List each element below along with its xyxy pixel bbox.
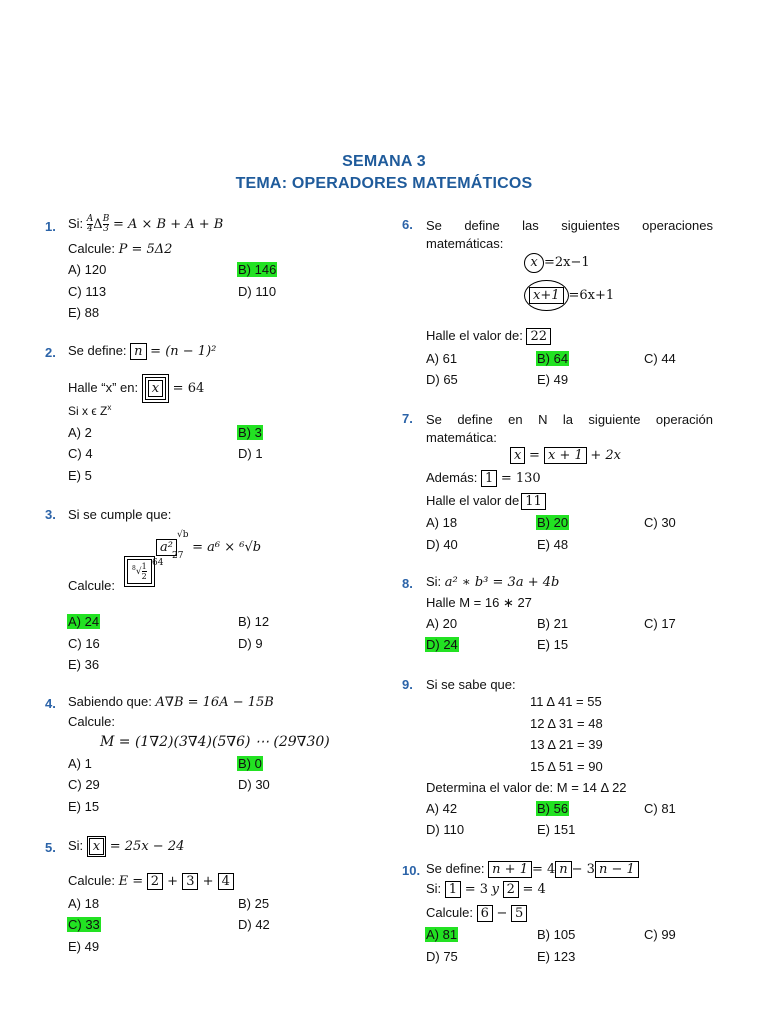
q7-given-rhs: = 130: [500, 471, 541, 486]
q9-text: Si se sabe que:: [426, 677, 516, 692]
q4-option-c[interactable]: C) 29: [68, 777, 100, 792]
q3-box-exponent: √b: [176, 530, 189, 540]
q6-circle-x: x: [524, 253, 544, 273]
q8-definition: [426, 574, 559, 590]
q5-box-3: 3: [182, 873, 198, 890]
q5-def-rhs: = 25x − 24: [109, 838, 185, 854]
q7-definition: x = x + 1 + 2x: [510, 447, 621, 464]
q10-calc: [426, 905, 527, 922]
q7-ademas-label: Además:: [426, 470, 478, 485]
q10-calc-box-5: 5: [511, 905, 527, 922]
q2-halle-box: x: [148, 380, 163, 397]
q5-calc-label: Calcule:: [68, 873, 115, 888]
q10-given: [426, 881, 546, 898]
q4-option-b[interactable]: B) 0: [238, 756, 262, 771]
q10-box-n: n: [555, 861, 571, 878]
q7-given-box: 1: [481, 470, 497, 487]
q8-option-a[interactable]: A) 20: [426, 616, 458, 631]
q3-def-rhs: = a⁶ × ⁶√b: [192, 540, 262, 555]
q10-si-label: Si:: [426, 881, 442, 896]
q10-given-rhs-2: = 4: [522, 882, 546, 897]
q7-option-e[interactable]: E) 48: [537, 537, 569, 552]
q9-option-b[interactable]: B) 56: [537, 801, 569, 816]
q3-text: Si se cumple que:: [68, 507, 172, 522]
q9-line-3: 13 Δ 21 = 39: [530, 737, 603, 752]
q3-number: 3.: [45, 507, 56, 522]
q7-lhs-box: x: [510, 447, 525, 464]
q2-halle-rhs: = 64: [172, 380, 205, 396]
q9-option-c[interactable]: C) 81: [644, 801, 676, 816]
q2-halle-label: Halle “x” en:: [68, 379, 139, 395]
q6-option-d[interactable]: D) 65: [426, 372, 458, 387]
q1-option-a[interactable]: A) 120: [68, 262, 107, 277]
q5-option-d[interactable]: D) 42: [238, 917, 270, 932]
q2-halle: [68, 374, 204, 403]
q5-box: x: [89, 838, 104, 855]
q3-calc-label: Calcule:: [68, 578, 115, 593]
q1-calc: [68, 241, 172, 257]
q9-determine: Determina el valor de: M = 14 Δ 22: [426, 780, 627, 795]
q3-box: a²: [156, 539, 177, 556]
q1-option-d[interactable]: D) 110: [238, 284, 277, 299]
q6-formula-1: [524, 253, 590, 273]
q4-expression: M = (1∇2)(3∇4)(5∇6) ⋯ (29∇30): [100, 734, 330, 750]
q5-double-box: [87, 836, 106, 857]
q10-y: y: [491, 882, 499, 897]
q6-formula-2: [524, 280, 614, 311]
q2-option-d[interactable]: D) 1: [238, 446, 263, 461]
q10-define-label: Se define:: [426, 861, 485, 876]
q10-option-c[interactable]: C) 99: [644, 927, 676, 942]
q1-calc-expr: P = 5Δ2: [118, 242, 173, 257]
week-title: SEMANA 3: [342, 153, 426, 170]
q2-condition: Si x ϵ $Z^x$: [68, 403, 112, 418]
q2-define-label: Se define:: [68, 343, 127, 358]
q10-calc-minus: −: [496, 906, 508, 921]
q7-option-a[interactable]: A) 18: [426, 515, 458, 530]
q10-box-n-minus-1: n − 1: [595, 861, 639, 878]
q2-triple-box: [142, 374, 169, 403]
q3-option-c[interactable]: C) 16: [68, 636, 100, 651]
q7-option-d[interactable]: D) 40: [426, 537, 458, 552]
q8-number: 8.: [402, 576, 413, 591]
q9-line-1: 11 Δ 41 = 55: [530, 694, 602, 709]
q3-exponent-27: 27: [172, 551, 184, 561]
q7-rhs-box: x + 1: [544, 447, 587, 464]
q9-option-e[interactable]: E) 151: [537, 822, 576, 837]
q4-option-e[interactable]: E) 15: [68, 799, 100, 814]
q2-def-rhs: = (n − 1)²: [150, 344, 217, 359]
q7-halle: [426, 493, 546, 510]
q3-calc-expression: [124, 556, 155, 587]
q3-option-d[interactable]: D) 9: [238, 636, 263, 651]
q8-si-label: Si:: [426, 574, 442, 589]
q3-option-b[interactable]: B) 12: [238, 614, 270, 629]
q1-number: 1.: [45, 219, 56, 234]
q10-option-a[interactable]: A) 81: [426, 927, 458, 942]
q1-frac-a: $\frac{A}{4}$: [86, 214, 94, 234]
q1-definition: Si: $\frac{A}{4}$ Δ $\frac{B}{3}$ = A × B + A + B: [68, 214, 224, 234]
q6-f1-rhs: =2x−1: [544, 255, 590, 270]
q7-option-b[interactable]: B) 20: [537, 515, 569, 530]
q4-number: 4.: [45, 696, 56, 711]
q7-text: Se define en N la siguiente operación matemática:: [426, 412, 713, 445]
q2-condition-text: Si x ϵ Z: [68, 404, 108, 418]
q7-number: 7.: [402, 411, 413, 426]
q2-definition: [68, 343, 216, 360]
q9-line-4: 15 Δ 51 = 90: [530, 759, 603, 774]
q3-outer-box: [124, 556, 155, 587]
q4-definition: [68, 694, 274, 710]
q1-calc-label: Calcule:: [68, 241, 115, 256]
q10-given-box-2: 2: [503, 881, 519, 898]
q10-option-b[interactable]: B) 105: [537, 927, 576, 942]
q6-circle-box: [524, 280, 569, 311]
q4-option-d[interactable]: D) 30: [238, 777, 270, 792]
q4-calc-label: Calcule:: [68, 714, 115, 729]
q8-def-expr: a² ∗ b³ = 3a + 4b: [444, 575, 560, 590]
q10-lhs-box: n + 1: [488, 861, 532, 878]
q3-option-a[interactable]: A) 24: [68, 614, 100, 629]
q5-option-c[interactable]: C) 33: [68, 917, 100, 932]
q6-box-22: 22: [526, 328, 551, 345]
q4-text: Sabiendo que:: [68, 694, 152, 709]
q7-ademas: [426, 470, 541, 487]
q7-box-11: 11: [521, 493, 546, 510]
q2-option-e[interactable]: E) 5: [68, 468, 92, 483]
q4-option-a[interactable]: A) 1: [68, 756, 92, 771]
q6-option-c[interactable]: C) 44: [644, 351, 676, 366]
q7-rhs-tail: + 2x: [590, 448, 622, 463]
q1-option-e[interactable]: E) 88: [68, 305, 100, 320]
q5-si-label: Si:: [68, 837, 84, 853]
q6-option-a[interactable]: A) 61: [426, 351, 458, 366]
q3-option-e[interactable]: E) 36: [68, 657, 100, 672]
q5-option-e[interactable]: E) 49: [68, 939, 100, 954]
q8-option-d[interactable]: D) 24: [426, 637, 458, 652]
q6-option-b[interactable]: B) 64: [537, 351, 569, 366]
q1-si-label: Si:: [68, 215, 84, 231]
q1-def-rhs: = A × B + A + B: [112, 216, 224, 232]
q9-option-d[interactable]: D) 110: [426, 822, 465, 837]
q7-option-c[interactable]: C) 30: [644, 515, 676, 530]
q6-option-e[interactable]: E) 49: [537, 372, 569, 387]
q5-calc: Calcule: E = 2 + 3 + 4: [68, 873, 234, 890]
q5-e-label: E =: [118, 874, 144, 889]
q1-frac-b: $\frac{B}{3}$: [102, 214, 110, 234]
q10-given-box-1: 1: [445, 881, 461, 898]
q2-number: 2.: [45, 345, 56, 360]
q10-minus: − 3: [571, 862, 595, 877]
q8-option-c[interactable]: C) 17: [644, 616, 676, 631]
q10-calc-box-6: 6: [477, 905, 493, 922]
q6-text: Se define las siguientes operaciones matemáticas:: [426, 218, 713, 251]
q3-inner-box: $^8$√ $\frac{1}{2}$: [127, 559, 152, 584]
q3-exponent-64: 64: [152, 558, 164, 568]
q7-halle-label: Halle el valor de: [426, 493, 520, 508]
q8-halle: Halle M = 16 ∗ 27: [426, 595, 532, 610]
q2-def-box: n: [130, 343, 146, 360]
q8-option-b[interactable]: B) 21: [537, 616, 569, 631]
q5-box-2: 2: [147, 873, 163, 890]
q5-definition: [68, 836, 184, 857]
q6-halle-label: Halle el valor de:: [426, 328, 523, 343]
q5-option-a[interactable]: A) 18: [68, 896, 100, 911]
q6-f2-rhs: =6x+1: [568, 288, 615, 303]
q10-option-d[interactable]: D) 75: [426, 949, 458, 964]
q6-circle-box-inner: x+1: [529, 287, 564, 304]
q10-option-e[interactable]: E) 123: [537, 949, 576, 964]
q9-line-2: 12 Δ 31 = 48: [530, 716, 603, 731]
q2-option-c[interactable]: C) 4: [68, 446, 93, 461]
topic-title: TEMA: OPERADORES MATEMÁTICOS: [235, 175, 533, 192]
q10-mid: = 4: [531, 862, 556, 877]
q2-option-a[interactable]: A) 2: [68, 425, 92, 440]
q10-given-rhs-1: = 3: [464, 882, 488, 897]
q4-def-expr: A∇B = 16A − 15B: [155, 695, 274, 710]
q1-option-c[interactable]: C) 113: [68, 284, 107, 299]
q6-number: 6.: [402, 217, 413, 232]
q10-definition: [426, 861, 639, 878]
q8-option-e[interactable]: E) 15: [537, 637, 569, 652]
q5-option-b[interactable]: B) 25: [238, 896, 270, 911]
q5-number: 5.: [45, 840, 56, 855]
q6-halle: [426, 328, 551, 345]
q10-calc-label: Calcule:: [426, 905, 473, 920]
q1-option-b[interactable]: B) 146: [238, 262, 277, 277]
q10-number: 10.: [402, 863, 421, 878]
q9-option-a[interactable]: A) 42: [426, 801, 458, 816]
q5-box-4: 4: [218, 873, 234, 890]
q9-number: 9.: [402, 677, 413, 692]
q2-option-b[interactable]: B) 3: [238, 425, 262, 440]
